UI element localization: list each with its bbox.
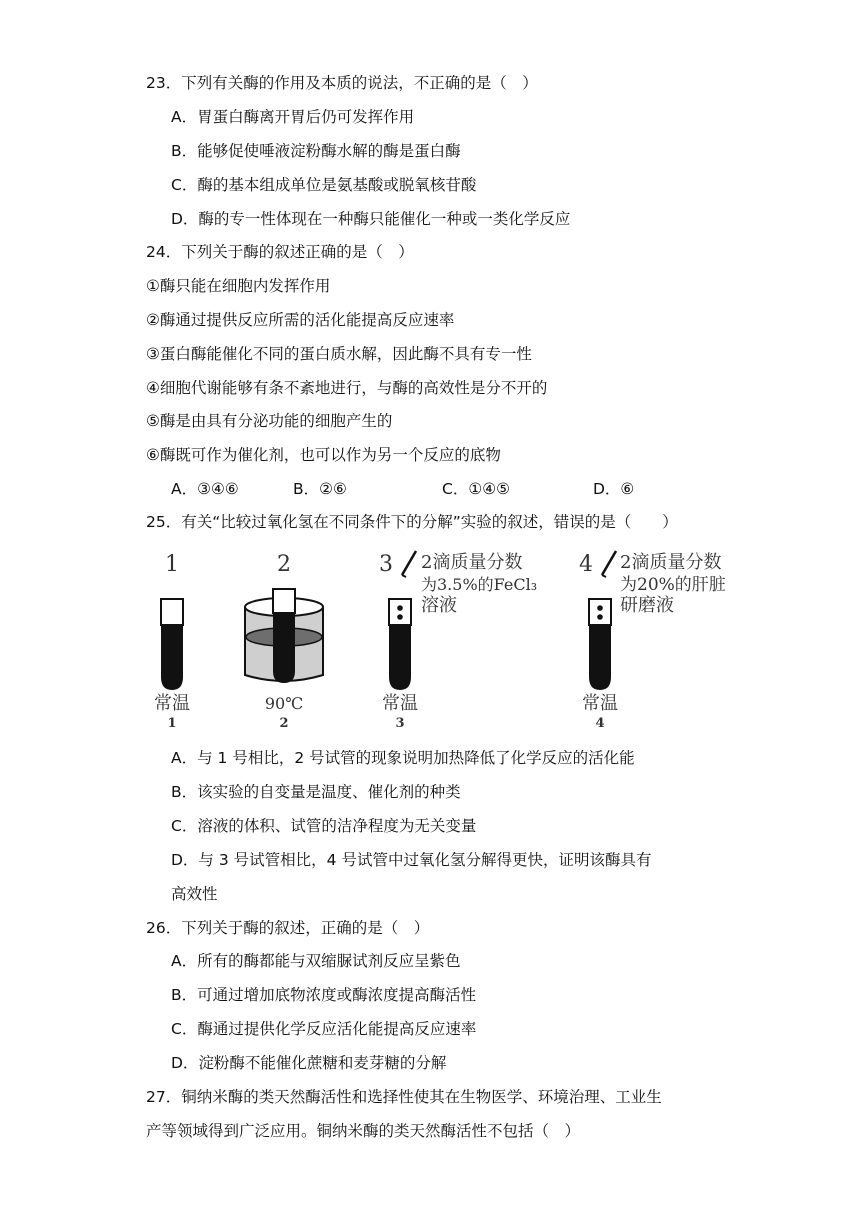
dropper-4 [602, 551, 616, 577]
test-tube-3 [389, 599, 411, 690]
tube-number-1: 1 [165, 552, 179, 577]
q23-option-d: D．酶的专一性体现在一种酶只能催化一种或一类化学反应 [171, 210, 571, 228]
dropper-3 [402, 551, 416, 577]
experiment-figure [150, 545, 750, 735]
reagent-label-4-line3: 研磨液 [620, 595, 674, 616]
q25-option-d-continued: 高效性 [171, 885, 218, 903]
test-tube-2 [273, 589, 295, 683]
reagent-label-3-line2: 为3.5%的FeCl₃ [421, 575, 538, 594]
q24-item-4: ④细胞代谢能够有条不紊地进行，与酶的高效性是分不开的 [146, 379, 548, 397]
q24-option-c: C．①④⑤ [442, 480, 511, 498]
q27-stem-line2: 产等领域得到广泛应用。铜纳米酶的类天然酶活性不包括（ ） [146, 1122, 581, 1140]
q25-stem: 25．有关“比较过氧化氢在不同条件下的分解”实验的叙述，错误的是（ ） [146, 513, 678, 531]
reagent-label-4-line1: 2滴质量分数 [620, 552, 722, 573]
caption-4: 4 [595, 716, 605, 731]
q26-option-b: B．可通过增加底物浓度或酶浓度提高酶活性 [171, 986, 477, 1004]
q24-option-a: A．③④⑥ [171, 480, 239, 498]
reagent-label-3-line3: 溶液 [421, 595, 457, 616]
q26-option-c: C．酶通过提供化学反应活化能提高反应速率 [171, 1020, 477, 1038]
q25-option-d: D．与 3 号试管相比，4 号试管中过氧化氢分解得更快，证明该酶具有 [171, 851, 652, 869]
q24-item-6: ⑥酶既可作为催化剂，也可以作为另一个反应的底物 [146, 446, 501, 464]
caption-3: 3 [395, 716, 405, 731]
q27-stem-line1: 27．铜纳米酶的类天然酶活性和选择性使其在生物医学、环境治理、工业生 [146, 1088, 662, 1106]
q23-option-a: A．胃蛋白酶离开胃后仍可发挥作用 [171, 108, 415, 126]
condition-4: 常温 [582, 693, 618, 714]
q25-option-a: A．与 1 号相比，2 号试管的现象说明加热降低了化学反应的活化能 [171, 749, 635, 767]
q24-item-3: ③蛋白酶能催化不同的蛋白质水解，因此酶不具有专一性 [146, 345, 532, 363]
q24-item-1: ①酶只能在细胞内发挥作用 [146, 277, 331, 295]
q24-option-d: D．⑥ [593, 480, 635, 498]
q26-option-d: D．淀粉酶不能催化蔗糖和麦芽糖的分解 [171, 1054, 447, 1072]
caption-2: 2 [279, 716, 289, 731]
q23-option-b: B．能够促使唾液淀粉酶水解的酶是蛋白酶 [171, 142, 461, 160]
tube-number-2: 2 [277, 552, 291, 577]
q26-option-a: A．所有的酶都能与双缩脲试剂反应呈紫色 [171, 952, 461, 970]
condition-3: 常温 [382, 693, 418, 714]
q24-option-b: B．②⑥ [293, 480, 347, 498]
q23-stem: 23．下列有关酶的作用及本质的说法，不正确的是（ ） [146, 74, 538, 92]
q25-option-b: B．该实验的自变量是温度、催化剂的种类 [171, 783, 461, 801]
caption-1: 1 [167, 716, 177, 731]
q25-option-c: C．溶液的体积、试管的洁净程度为无关变量 [171, 817, 477, 835]
condition-2: 90℃ [264, 694, 304, 713]
q26-stem: 26．下列关于酶的叙述，正确的是（ ） [146, 919, 430, 937]
condition-1: 常温 [154, 693, 190, 714]
q24-item-5: ⑤酶是由具有分泌功能的细胞产生的 [146, 412, 393, 430]
q24-item-2: ②酶通过提供反应所需的活化能提高反应速率 [146, 311, 455, 329]
q24-options-row [0, 478, 860, 500]
reagent-label-4-line2: 为20%的肝脏 [620, 575, 726, 595]
tube-number-4: 4 [579, 552, 593, 577]
test-tube-4 [589, 599, 611, 690]
tube-number-3: 3 [379, 552, 393, 577]
q24-stem: 24．下列关于酶的叙述正确的是（ ） [146, 243, 414, 261]
q23-option-c: C．酶的基本组成单位是氨基酸或脱氧核苷酸 [171, 176, 477, 194]
reagent-label-3-line1: 2滴质量分数 [421, 552, 523, 573]
test-tube-1 [161, 599, 183, 690]
